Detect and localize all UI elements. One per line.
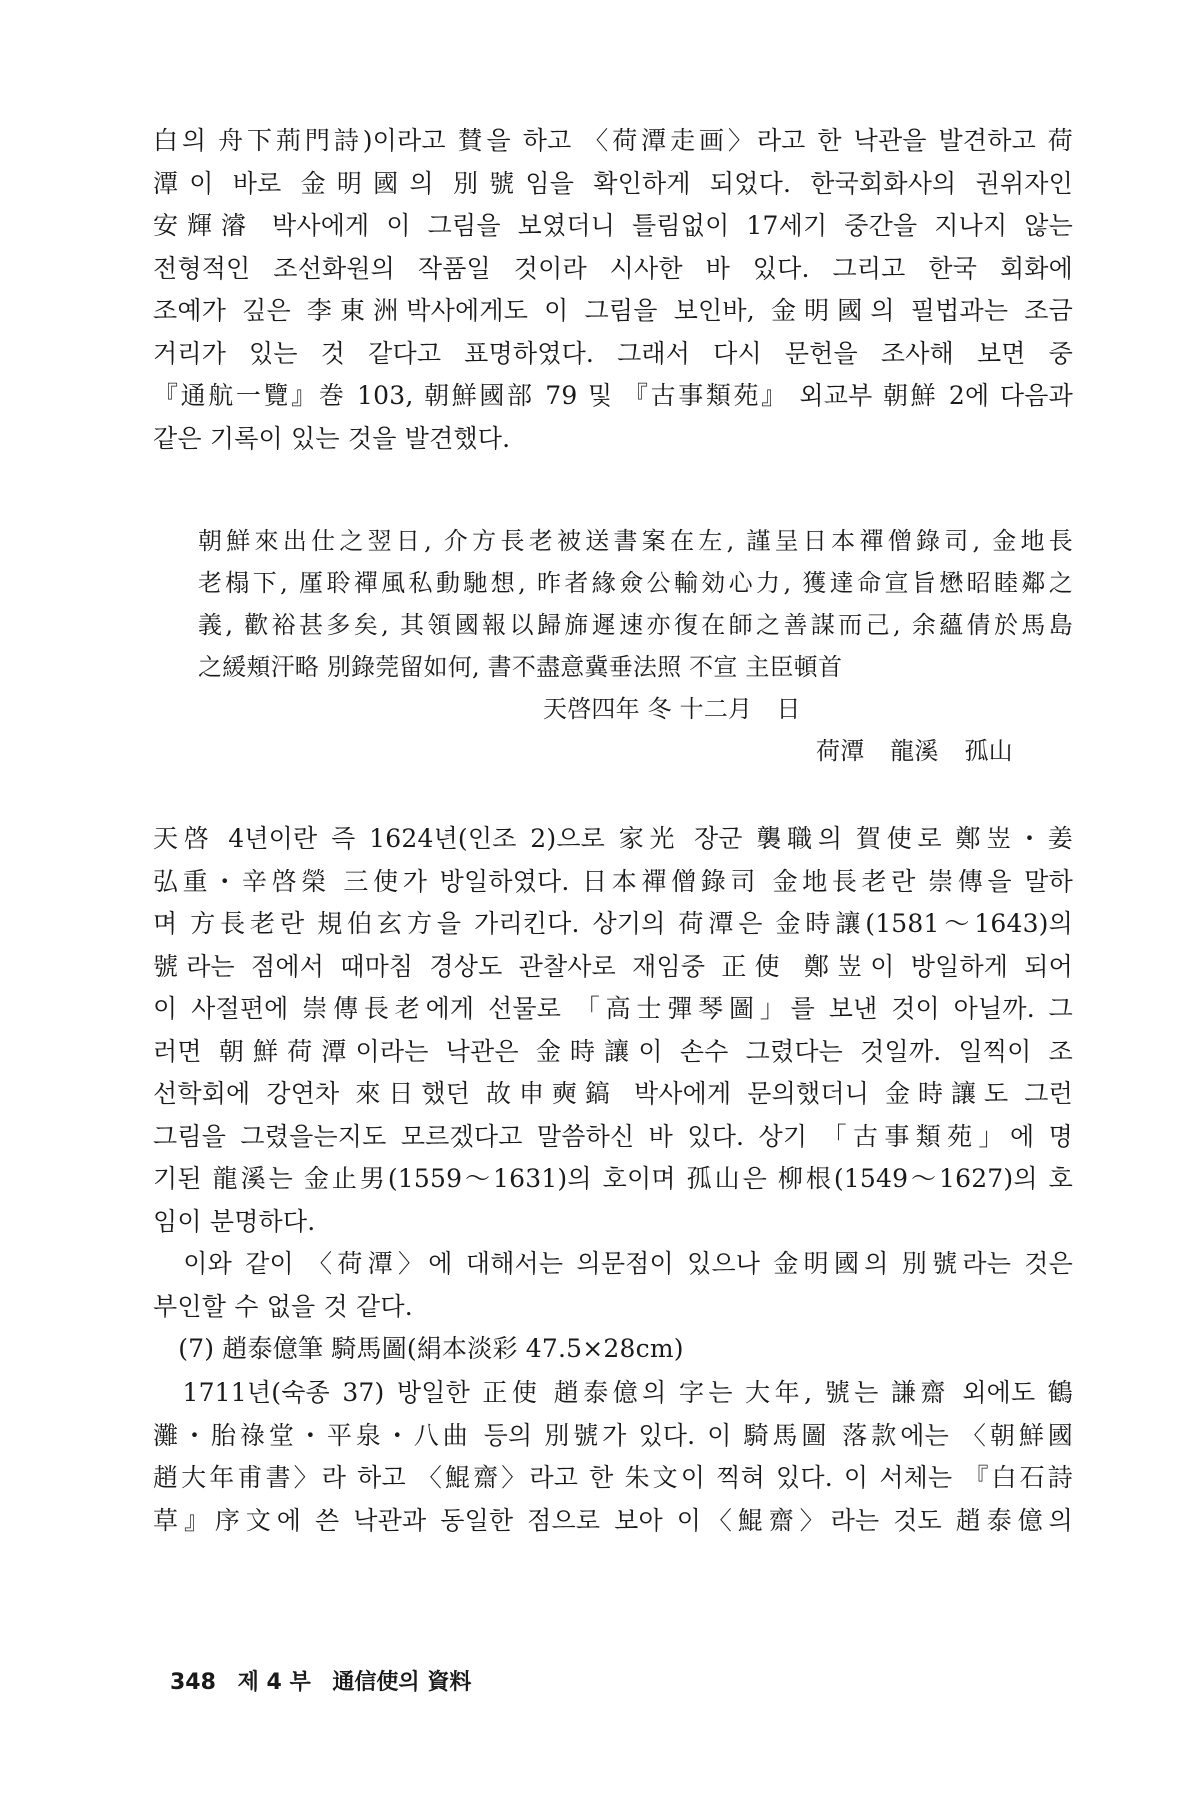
part-label: 제 4 부 xyxy=(237,1670,311,1695)
quoted-letter xyxy=(198,520,1073,772)
quote-signature: 荷潭 龍溪 孤山 xyxy=(816,737,1013,765)
text-line: 號라는 점에서 때마침 경상도 관찰사로 재임중 正使 鄭岦이 방일하게 되어 xyxy=(153,951,1073,981)
text-line: 弘重・辛啓榮 三使가 방일하였다. 日本禪僧錄司 金地長老란 崇傳을 말하 xyxy=(153,866,1073,896)
text-line: 이 사절편에 崇傳長老에게 선물로 「高士彈琴圖」를 보낸 것이 아닐까. 그 xyxy=(153,994,1073,1023)
text-line: 며 方長老란 規伯玄方을 가리킨다. 상기의 荷潭은 金時讓(1581～1643)의 xyxy=(153,909,1073,938)
heading-line: (7) 趙泰億筆 騎馬圖(絹本淡彩 47.5×28cm) xyxy=(153,1334,684,1363)
text-line: 安輝濬 박사에게 이 그림을 보였더니 틀림없이 17세기 중간을 지나지 않는 xyxy=(153,211,1073,240)
quote-line: 義, 歡裕甚多矣, 其領國報以歸旆遲速亦復在師之善謀而己, 余蘊倩於馬島 xyxy=(198,611,1073,639)
item-heading xyxy=(153,1328,1073,1371)
text-line: 선학회에 강연차 來日했던 故申奭鎬 박사에게 문의했더니 金時讓도 그런 xyxy=(153,1079,1073,1108)
text-line: 天啓 4년이란 즉 1624년(인조 2)으로 家光 장군 襲職의 賀使로 鄭岦・姜 xyxy=(153,824,1073,853)
quote-date: 天啓四年 冬 十二月 日 xyxy=(543,695,801,723)
text-line: 趙大年甫書〉라 하고 〈鯤齋〉라고 한 朱文이 찍혀 있다. 이 서체는 『白石詩 xyxy=(153,1463,1073,1492)
text-line: 전형적인 조선화원의 작품일 것이라 시사한 바 있다. 그리고 한국 회화에 xyxy=(153,253,1073,283)
text-line: 기된 龍溪는 金止男(1559～1631)의 호이며 孤山은 柳根(1549～1627)의 호 xyxy=(153,1164,1073,1193)
quote-line: 老榻下, 厪聆禪風私動馳想, 昨者緣僉公輸効心力, 獲達命宣旨懋昭睦鄰之 xyxy=(198,569,1073,597)
text-line: 같은 기록이 있는 것을 발견했다. xyxy=(153,423,511,453)
page-footer xyxy=(170,1665,485,1696)
quote-line: 之緩頬汗略 別錄莞留如何, 書不盡意冀垂法照 不宣 主臣頓首 xyxy=(198,653,843,681)
paragraph-1 xyxy=(153,120,1073,460)
text-line: 白의 舟下荊門詩)이라고 賛을 하고 〈荷潭走画〉라고 한 낙관을 발견하고 荷 xyxy=(153,126,1073,155)
text-line: 草』序文에 쓴 낙관과 동일한 점으로 보아 이〈鯤齋〉라는 것도 趙泰億의 xyxy=(153,1505,1073,1535)
part-title: 通信使의 資料 xyxy=(332,1670,472,1695)
quote-line: 朝鮮來出仕之翌日, 介方長老被送書案在左, 謹呈日本禪僧錄司, 金地長 xyxy=(198,527,1073,555)
text-line: 거리가 있는 것 같다고 표명하였다. 그래서 다시 문헌을 조사해 보면 중 xyxy=(153,338,1073,368)
text-line: 潭이 바로 金明國의 別號임을 확인하게 되었다. 한국회화사의 권위자인 xyxy=(153,168,1073,198)
text-line: 이와 같이 〈荷潭〉에 대해서는 의문점이 있으나 金明國의 別號라는 것은 xyxy=(153,1249,1073,1278)
text-line: 부인할 수 없을 것 같다. xyxy=(153,1291,413,1321)
text-line: 1711년(숙종 37) 방일한 正使 趙泰億의 字는 大年, 號는 謙齋 외에도 鶴 xyxy=(153,1378,1073,1407)
text-line: 러면 朝鮮荷潭이라는 낙관은 金時讓이 손수 그렸다는 것일까. 일찍이 조 xyxy=(153,1036,1073,1066)
page-number: 348 xyxy=(170,1670,216,1695)
paragraph-2 xyxy=(153,818,1073,1243)
text-line: 조예가 깊은 李東洲박사에게도 이 그림을 보인바, 金明國의 필법과는 조금 xyxy=(153,296,1073,325)
paragraph-4 xyxy=(153,1372,1073,1542)
text-line: 임이 분명하다. xyxy=(153,1206,316,1236)
text-line: 灘・胎祿堂・平泉・八曲 등의 別號가 있다. 이 騎馬圖 落款에는 〈朝鮮國 xyxy=(153,1420,1073,1450)
text-line: 『通航一覽』巻 103, 朝鮮國部 79 및 『古事類苑』 외교부 朝鮮 2에 다음과 xyxy=(153,381,1073,410)
text-line: 그림을 그렸을는지도 모르겠다고 말씀하신 바 있다. 상기 「古事類苑」에 명 xyxy=(153,1121,1073,1151)
paragraph-3 xyxy=(153,1243,1073,1328)
